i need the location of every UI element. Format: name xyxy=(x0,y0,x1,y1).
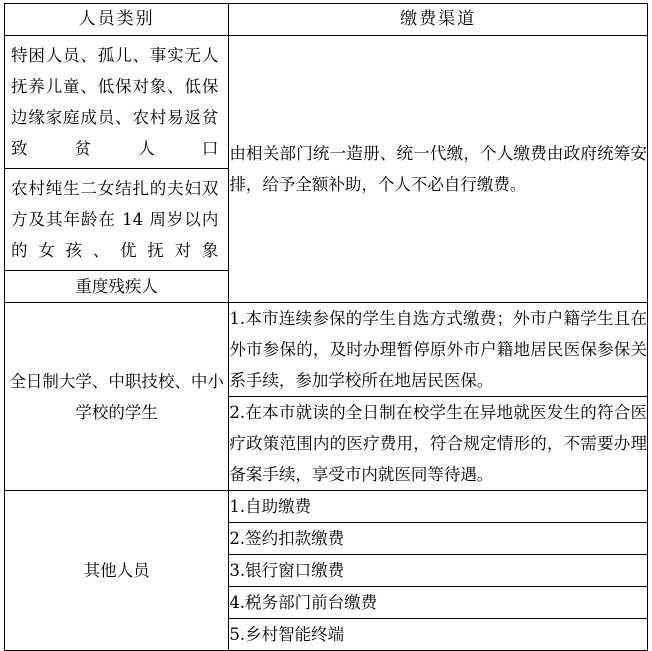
category-cell-students: 全日制大学、中职技校、中小学校的学生 xyxy=(5,303,229,491)
channel-cell-government-paid: 由相关部门统一造册、统一代缴，个人缴费由政府统筹安排，给予全额补助，个人不必自行缴费。 xyxy=(229,36,648,303)
channel-cell-other-item-5: 5.乡村智能终端 xyxy=(229,619,648,651)
header-category: 人员类别 xyxy=(5,4,229,36)
channel-cell-other-item-1: 1.自助缴费 xyxy=(229,491,648,523)
header-channel: 缴费渠道 xyxy=(229,4,648,36)
channel-cell-student-item-2: 2.在本市就读的全日制在校学生在异地就医发生的符合医疗政策范围内的医疗费用，符合规定情形的，不需要办理备案手续，享受市内就医同等待遇。 xyxy=(229,397,648,491)
payment-channel-table xyxy=(4,3,648,651)
channel-cell-other-item-3: 3.银行窗口缴费 xyxy=(229,555,648,587)
category-cell-severe-disability: 重度残疾人 xyxy=(5,271,229,303)
channel-cell-other-item-4: 4.税务部门前台缴费 xyxy=(229,587,648,619)
channel-cell-student-item-1: 1.本市连续参保的学生自选方式缴费；外市户籍学生且在外市参保的，及时办理暂停原外市户籍地居民医保参保关系手续，参加学校所在地居民医保。 xyxy=(229,303,648,397)
category-cell-special-groups: 特困人员、孤儿、事实无人抚养儿童、低保对象、低保边缘家庭成员、农村易返贫致贫人口 xyxy=(5,36,229,169)
table-row xyxy=(5,36,648,169)
table-row xyxy=(5,303,648,397)
category-cell-others: 其他人员 xyxy=(5,491,229,651)
channel-cell-other-item-2: 2.签约扣款缴费 xyxy=(229,523,648,555)
category-cell-rural-two-daughters: 农村纯生二女结扎的夫妇双方及其年龄在 14 周岁以内的女孩、优抚对象 xyxy=(5,169,229,271)
table-header-row xyxy=(5,4,648,36)
table-row xyxy=(5,491,648,523)
document-page xyxy=(0,3,652,644)
